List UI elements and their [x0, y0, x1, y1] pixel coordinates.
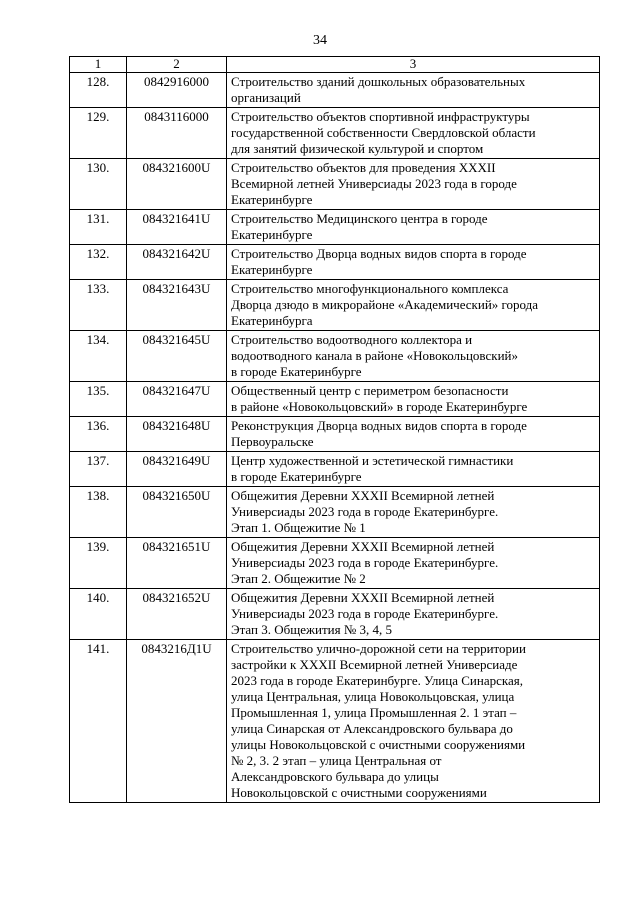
description-line: Строительство многофункционального комплекса — [231, 281, 509, 296]
row-number: 137. — [70, 452, 127, 487]
row-code: 084321643U — [127, 280, 227, 331]
description-line: Строительство Медицинского центра в городе — [231, 211, 488, 226]
description-line: Строительство объектов для проведения XXXII — [231, 160, 496, 175]
description-line: Универсиады 2023 года в городе Екатеринбурге. — [231, 555, 499, 570]
description-line: для занятий физической культурой и спортом — [231, 141, 484, 156]
row-code: 084321651U — [127, 538, 227, 589]
description-line: Реконструкция Дворца водных видов спорта в городе — [231, 418, 527, 433]
table-row — [70, 452, 600, 487]
row-description — [227, 159, 600, 210]
description-line: организаций — [231, 90, 301, 105]
description-line: 2023 года в городе Екатеринбурге. Улица Синарская, — [231, 673, 523, 688]
description-line: государственной собственности Свердловской области — [231, 125, 536, 140]
description-line: Этап 1. Общежитие № 1 — [231, 520, 366, 535]
table-header-row — [70, 57, 600, 73]
description-line: Промышленная 1, улица Промышленная 2. 1 этап – — [231, 705, 517, 720]
description-line: улица Синарская от Александровского бульвара до — [231, 721, 513, 736]
table-body — [70, 73, 600, 803]
table-row — [70, 210, 600, 245]
description-line: Общежития Деревни XXXII Всемирной летней — [231, 590, 495, 605]
document-table — [69, 56, 600, 803]
description-line: Этап 3. Общежития № 3, 4, 5 — [231, 622, 392, 637]
description-line: № 2, 3. 2 этап – улица Центральная от — [231, 753, 442, 768]
page-number: 34 — [313, 33, 327, 48]
row-number: 130. — [70, 159, 127, 210]
row-number: 134. — [70, 331, 127, 382]
table-row — [70, 538, 600, 589]
column-header-code: 2 — [127, 57, 227, 73]
description-line: в городе Екатеринбурге — [231, 469, 362, 484]
description-line: Новокольцовской с очистными сооружениями — [231, 785, 487, 800]
row-description — [227, 382, 600, 417]
row-number: 139. — [70, 538, 127, 589]
table-row — [70, 245, 600, 280]
row-description — [227, 245, 600, 280]
column-header-description: 3 — [227, 57, 600, 73]
row-code: 0842916000 — [127, 73, 227, 108]
row-code: 084321642U — [127, 245, 227, 280]
row-description — [227, 73, 600, 108]
row-number: 128. — [70, 73, 127, 108]
table-row — [70, 73, 600, 108]
row-number: 136. — [70, 417, 127, 452]
row-number: 141. — [70, 640, 127, 803]
table-row — [70, 108, 600, 159]
column-header-number: 1 — [70, 57, 127, 73]
row-number: 133. — [70, 280, 127, 331]
row-number: 131. — [70, 210, 127, 245]
table-row — [70, 331, 600, 382]
description-line: Первоуральске — [231, 434, 314, 449]
description-line: Общежития Деревни XXXII Всемирной летней — [231, 488, 495, 503]
description-line: Этап 2. Общежитие № 2 — [231, 571, 366, 586]
row-description — [227, 452, 600, 487]
description-line: Общежития Деревни XXXII Всемирной летней — [231, 539, 495, 554]
description-line: Строительство Дворца водных видов спорта в городе — [231, 246, 527, 261]
row-number: 140. — [70, 589, 127, 640]
table-row — [70, 417, 600, 452]
row-code: 0843216Д1U — [127, 640, 227, 803]
table-row — [70, 382, 600, 417]
row-code: 084321648U — [127, 417, 227, 452]
description-line: Всемирной летней Универсиады 2023 года в городе — [231, 176, 517, 191]
description-line: водоотводного канала в районе «Новокольцовский» — [231, 348, 518, 363]
table-row — [70, 159, 600, 210]
table-row — [70, 640, 600, 803]
description-line: Строительство водоотводного коллектора и — [231, 332, 473, 347]
description-line: Общественный центр с периметром безопасности — [231, 383, 509, 398]
row-code: 084321652U — [127, 589, 227, 640]
description-line: Центр художественной и эстетической гимнастики — [231, 453, 514, 468]
description-line: в районе «Новокольцовский» в городе Екатеринбурге — [231, 399, 528, 414]
row-code: 084321641U — [127, 210, 227, 245]
row-description — [227, 280, 600, 331]
description-line: Екатеринбурга — [231, 313, 313, 328]
table-row — [70, 589, 600, 640]
description-line: Строительство улично-дорожной сети на территории — [231, 641, 526, 656]
description-line: Екатеринбурге — [231, 227, 313, 242]
row-code: 084321600U — [127, 159, 227, 210]
row-description — [227, 210, 600, 245]
row-number: 132. — [70, 245, 127, 280]
row-code: 084321645U — [127, 331, 227, 382]
row-description — [227, 487, 600, 538]
row-code: 084321649U — [127, 452, 227, 487]
row-description — [227, 538, 600, 589]
row-code: 084321647U — [127, 382, 227, 417]
row-description — [227, 331, 600, 382]
description-line: Александровского бульвара до улицы — [231, 769, 439, 784]
description-line: Екатеринбурге — [231, 262, 313, 277]
row-number: 129. — [70, 108, 127, 159]
row-description — [227, 640, 600, 803]
description-line: застройки к XXXII Всемирной летней Универсиаде — [231, 657, 518, 672]
description-line: улицы Новокольцовской с очистными сооружениями — [231, 737, 526, 752]
description-line: Дворца дзюдо в микрорайоне «Академический» города — [231, 297, 539, 312]
row-code: 0843116000 — [127, 108, 227, 159]
row-number: 138. — [70, 487, 127, 538]
row-description — [227, 108, 600, 159]
description-line: Универсиады 2023 года в городе Екатеринбурге. — [231, 504, 499, 519]
row-description — [227, 417, 600, 452]
description-line: Строительство зданий дошкольных образовательных — [231, 74, 526, 89]
table-row — [70, 280, 600, 331]
description-line: Универсиады 2023 года в городе Екатеринбурге. — [231, 606, 499, 621]
table-row — [70, 487, 600, 538]
row-description — [227, 589, 600, 640]
description-line: Екатеринбурге — [231, 192, 313, 207]
description-line: в городе Екатеринбурге — [231, 364, 362, 379]
description-line: Строительство объектов спортивной инфраструктуры — [231, 109, 530, 124]
description-line: улица Центральная, улица Новокольцовская, улица — [231, 689, 515, 704]
row-code: 084321650U — [127, 487, 227, 538]
row-number: 135. — [70, 382, 127, 417]
